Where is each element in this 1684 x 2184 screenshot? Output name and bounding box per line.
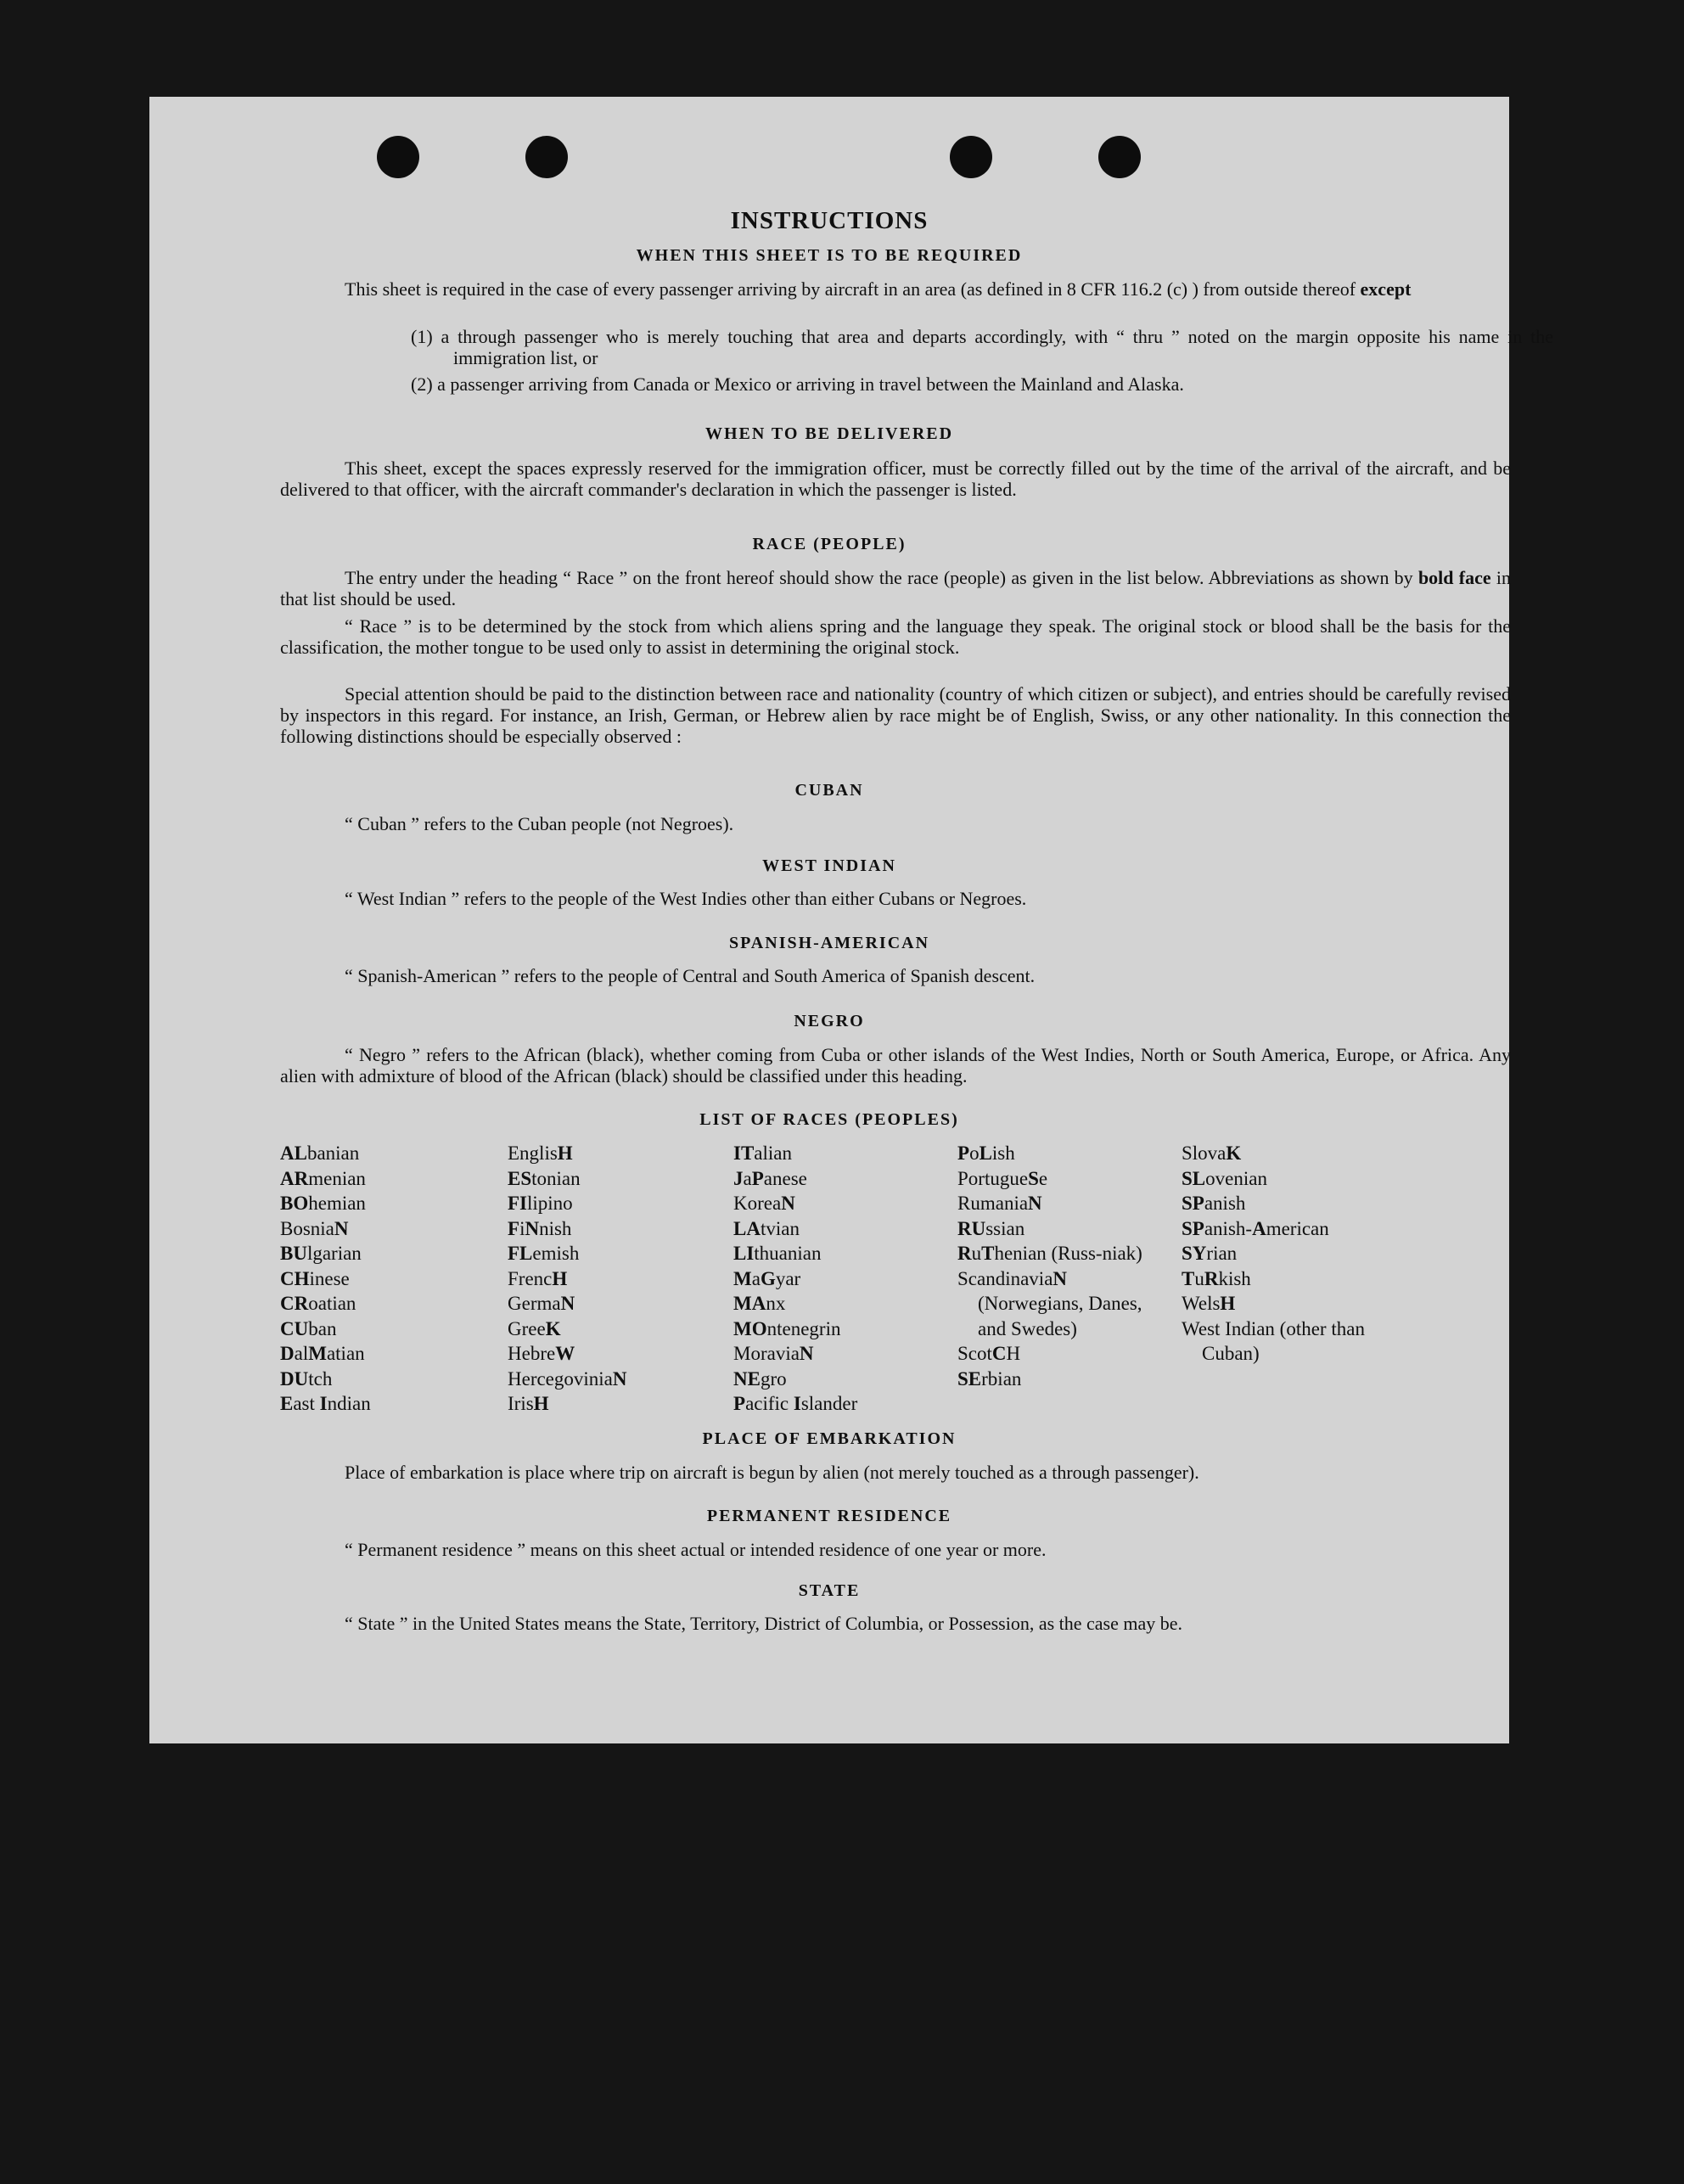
race-entry — [280, 1241, 484, 1266]
race-entry — [1182, 1241, 1385, 1266]
race-abbrev: W — [555, 1343, 575, 1364]
instruction-sheet — [149, 97, 1553, 1743]
race-abbrev: T — [981, 1243, 995, 1264]
race-text: nx — [766, 1293, 786, 1314]
punch-hole — [1098, 136, 1141, 178]
race-text: Frenc — [508, 1267, 553, 1289]
race-entry — [1182, 1166, 1385, 1192]
race-text: West Indian (other than Cuban) — [1182, 1317, 1365, 1364]
race-text: hemian — [308, 1193, 366, 1214]
race-text: a — [743, 1167, 752, 1189]
race-abbrev: I — [793, 1393, 801, 1414]
heading-west-indian: WEST INDIAN — [762, 856, 896, 875]
race-entry — [957, 1367, 1161, 1392]
race-entry — [957, 1241, 1161, 1266]
cuban-text: “ Cuban ” refers to the Cuban people (not Negroes). — [345, 813, 734, 834]
race-text: slander — [800, 1393, 858, 1414]
race-entry — [733, 1141, 937, 1166]
race-entry — [280, 1367, 484, 1392]
race-text: oatian — [308, 1293, 356, 1314]
race-text: merican — [1266, 1217, 1329, 1239]
page-title: INSTRUCTIONS — [730, 207, 929, 234]
heading-race: RACE (PEOPLE) — [752, 535, 907, 553]
race-entry — [508, 1241, 711, 1266]
heading-when-required: WHEN THIS SHEET IS TO BE REQUIRED — [636, 246, 1023, 265]
race-entry — [508, 1317, 711, 1342]
race-text: H — [1006, 1343, 1021, 1364]
race-paragraph-2: “ Race ” is to be determined by the stock from which aliens spring and the language they speak. The original stock or blood shall be the basis for the classification, the mother tongue to be used only to assist in determining the original stock. — [280, 615, 1511, 658]
race-abbrev: P — [751, 1167, 764, 1189]
race-abbrev: NE — [733, 1367, 761, 1390]
race-abbrev: N — [1052, 1267, 1068, 1289]
race-entry — [733, 1367, 937, 1392]
race-text: thuanian — [754, 1243, 822, 1264]
exception-2: (2) a passenger arriving from Canada or Mexico or arriving in travel between the Mainland and Alaska. — [411, 373, 1184, 395]
race-abbrev: RU — [957, 1217, 986, 1239]
race-text: Scot — [957, 1343, 992, 1364]
heading-cuban: CUBAN — [794, 781, 864, 800]
races-column — [508, 1141, 711, 1417]
race-abbrev: LI — [733, 1243, 755, 1264]
heading-negro: NEGRO — [794, 1012, 865, 1030]
race-entry — [957, 1341, 1161, 1367]
race-entry — [280, 1341, 484, 1367]
race-abbrev: N — [799, 1343, 814, 1364]
race-text: ndian — [327, 1393, 371, 1414]
race-text: Slova — [1182, 1143, 1227, 1164]
race-abbrev: M — [308, 1343, 327, 1364]
race-text: i — [519, 1217, 525, 1239]
race-text: tch — [308, 1367, 333, 1390]
race-text: Bosnia — [280, 1217, 334, 1239]
race-abbrev: F — [508, 1217, 520, 1239]
race-abbrev: M — [733, 1267, 752, 1289]
exception-1: (1) a through passenger who is merely touching that area and departs accordingly, with “ thru ” noted on the margin opposite his name in the immigration list, or — [411, 326, 1553, 368]
race-entry — [1182, 1266, 1385, 1292]
race-text: atian — [326, 1343, 365, 1364]
race-entry — [1182, 1317, 1385, 1367]
race-entry — [733, 1191, 937, 1216]
race-abbrev: H — [552, 1267, 568, 1289]
race-entry — [508, 1141, 711, 1166]
race-entry — [280, 1391, 484, 1417]
race-abbrev: N — [525, 1217, 540, 1239]
race-text: Iris — [508, 1393, 534, 1414]
race-abbrev: J — [733, 1167, 744, 1189]
race-text: Englis — [508, 1143, 558, 1164]
heading-list-of-races: LIST OF RACES (PEOPLES) — [699, 1110, 959, 1129]
race-entry — [508, 1191, 711, 1216]
punch-hole — [950, 136, 992, 178]
race-text: gro — [760, 1367, 787, 1390]
race-text: a — [751, 1267, 761, 1289]
race-entry — [957, 1266, 1161, 1342]
race-text: nish — [539, 1217, 572, 1239]
negro-text: “ Negro ” refers to the African (black), whether coming from Cuba or other islands of the West Indies, North or South America, Europe, or Africa. Any alien with admixture of blood of the African (black) should be classified under this heading. — [280, 1044, 1511, 1086]
race-text: Germa — [508, 1293, 561, 1314]
race-abbrev: AL — [280, 1143, 307, 1164]
punch-hole — [525, 136, 568, 178]
race-abbrev: H — [533, 1393, 549, 1414]
race-entry — [733, 1166, 937, 1192]
race-entry — [957, 1141, 1161, 1166]
heading-permanent-residence: PERMANENT RESIDENCE — [706, 1507, 952, 1525]
race-text: menian — [308, 1167, 366, 1189]
race-abbrev: R — [1204, 1267, 1219, 1289]
race-text: ast — [293, 1393, 320, 1414]
race-abbrev: CH — [280, 1267, 310, 1289]
race-entry — [957, 1166, 1161, 1192]
race-text: ban — [308, 1317, 337, 1339]
race-text: Hercegovinia — [508, 1367, 613, 1390]
race-abbrev: SP — [1182, 1217, 1204, 1239]
race-text: anish — [1204, 1193, 1246, 1214]
race-paragraph-3: Special attention should be paid to the distinction between race and nationality (country of which citizen or subject), and entries should be carefully revised by inspectors in this regard. For instance, an Irish, German, or Hebrew alien by race might be of English, Swiss, or any other nationality. In this connection the following distinctions should be especially observed : — [280, 683, 1511, 747]
race-abbrev: BO — [280, 1193, 309, 1214]
race-entry — [1182, 1141, 1385, 1166]
race-paragraph-1: The entry under the heading “ Race ” on the front hereof should show the race (people) as given in the list below. Abbreviations as shown by bold face in that list should be used. — [280, 567, 1511, 609]
race-entry — [280, 1266, 484, 1292]
race-abbrev: MO — [733, 1317, 767, 1339]
races-column — [1182, 1141, 1385, 1367]
embarkation-text: Place of embarkation is place where trip on aircraft is begun by alien (not merely touched as a through passenger). — [345, 1462, 1199, 1483]
race-entry — [508, 1216, 711, 1242]
race-abbrev: S — [1028, 1167, 1039, 1189]
race-entry — [733, 1341, 937, 1367]
race-text: ssian — [985, 1217, 1025, 1239]
race-entry — [280, 1291, 484, 1317]
race-text: Rumania — [957, 1193, 1029, 1214]
race-text: ish — [991, 1143, 1015, 1164]
race-text: o — [969, 1143, 980, 1164]
race-text: inese — [309, 1267, 350, 1289]
race-text: Hebre — [508, 1343, 556, 1364]
race-entry — [508, 1266, 711, 1292]
races-column — [733, 1141, 937, 1417]
race-text: anese — [763, 1167, 807, 1189]
west-indian-text: “ West Indian ” refers to the people of the West Indies other than either Cubans or Negroes. — [345, 888, 1027, 909]
heading-spanish-american: SPANISH-AMERICAN — [728, 934, 930, 952]
race-text: acific — [745, 1393, 794, 1414]
race-entry — [280, 1216, 484, 1242]
race-entry — [733, 1216, 937, 1242]
permanent-residence-text: “ Permanent residence ” means on this sheet actual or intended residence of one year or more. — [345, 1539, 1047, 1560]
race-entry — [733, 1291, 937, 1317]
race-entry — [280, 1141, 484, 1166]
race-abbrev: E — [280, 1393, 294, 1414]
race-entry — [508, 1341, 711, 1367]
race-text: ovenian — [1205, 1167, 1267, 1189]
race-text: Gree — [508, 1317, 546, 1339]
race-text: alian — [754, 1143, 792, 1164]
race-entry — [733, 1317, 937, 1342]
race-abbrev: G — [760, 1267, 776, 1289]
race-text: banian — [306, 1143, 360, 1164]
spanish-american-text: “ Spanish-American ” refers to the people of Central and South America of Spanish descent. — [345, 965, 1036, 986]
race-abbrev: N — [1028, 1193, 1042, 1214]
heading-embarkation: PLACE OF EMBARKATION — [702, 1429, 957, 1448]
race-text: Wels — [1182, 1293, 1221, 1314]
race-text: e — [1038, 1167, 1048, 1189]
race-text: u — [1194, 1267, 1204, 1289]
race-entry — [1182, 1216, 1385, 1242]
race-text: u — [971, 1243, 982, 1264]
race-abbrev: R — [957, 1243, 972, 1264]
race-abbrev: K — [1226, 1143, 1242, 1164]
race-abbrev: SP — [1182, 1193, 1204, 1214]
race-abbrev: BU — [280, 1243, 307, 1264]
race-text: tonian — [531, 1167, 581, 1189]
race-entry — [957, 1216, 1161, 1242]
race-abbrev: N — [612, 1367, 627, 1390]
race-entry — [508, 1367, 711, 1392]
race-abbrev: FI — [508, 1193, 527, 1214]
race-entry — [733, 1241, 937, 1266]
race-text: rian — [1206, 1243, 1238, 1264]
race-abbrev: N — [334, 1217, 349, 1239]
races-column — [957, 1141, 1161, 1391]
race-text: anish- — [1204, 1217, 1253, 1239]
race-text: ntenegrin — [766, 1317, 841, 1339]
race-entry — [733, 1266, 937, 1292]
race-entry — [1182, 1191, 1385, 1216]
race-entry — [508, 1166, 711, 1192]
race-entry — [733, 1391, 937, 1417]
race-abbrev: SY — [1182, 1243, 1207, 1264]
race-abbrev: AR — [280, 1167, 309, 1189]
race-text: rbian — [981, 1367, 1022, 1390]
race-abbrev: H — [557, 1143, 573, 1164]
race-abbrev: FL — [508, 1243, 533, 1264]
race-abbrev: K — [545, 1317, 561, 1339]
race-text: Scandinavia — [957, 1267, 1053, 1289]
race-abbrev: T — [1182, 1267, 1195, 1289]
when-required-intro: This sheet is required in the case of every passenger arriving by aircraft in an area (as defined in 8 CFR 116.2 (c) ) from outside thereof except — [345, 278, 1412, 300]
race-abbrev: DU — [280, 1367, 309, 1390]
punch-hole — [377, 136, 419, 178]
race-abbrev: N — [781, 1193, 795, 1214]
race-entry — [957, 1191, 1161, 1216]
race-text: tvian — [760, 1217, 800, 1239]
race-abbrev: H — [1220, 1293, 1236, 1314]
race-text: Korea — [733, 1193, 782, 1214]
race-abbrev: LA — [733, 1217, 761, 1239]
race-text: al — [294, 1343, 309, 1364]
race-entry — [280, 1317, 484, 1342]
race-entry — [508, 1391, 711, 1417]
race-abbrev: CR — [280, 1293, 309, 1314]
heading-state: STATE — [798, 1581, 861, 1600]
race-abbrev: MA — [733, 1293, 766, 1314]
race-text: kish — [1218, 1267, 1251, 1289]
race-text: emish — [532, 1243, 580, 1264]
race-entry — [508, 1291, 711, 1317]
race-abbrev: L — [979, 1143, 992, 1164]
race-text: lipino — [527, 1193, 573, 1214]
heading-when-delivered: WHEN TO BE DELIVERED — [704, 424, 954, 443]
race-entry — [280, 1191, 484, 1216]
race-text: lgarian — [306, 1243, 362, 1264]
race-abbrev: CU — [280, 1317, 309, 1339]
race-abbrev: SL — [1182, 1167, 1206, 1189]
races-column — [280, 1141, 484, 1417]
race-abbrev: P — [957, 1143, 970, 1164]
race-abbrev: I — [319, 1393, 328, 1414]
state-text: “ State ” in the United States means the State, Territory, District of Columbia, or Possession, as the case may be. — [345, 1613, 1183, 1634]
race-text: henian (Russ-niak) — [994, 1243, 1142, 1264]
race-abbrev: IT — [733, 1143, 755, 1164]
when-delivered-text: This sheet, except the spaces expressly reserved for the immigration officer, must be correctly filled out by the time of the arrival of the aircraft, and be delivered to that officer, with the aircraft commander's declaration in which the passenger is listed. — [280, 458, 1511, 500]
race-abbrev: D — [280, 1343, 295, 1364]
race-abbrev: ES — [508, 1167, 532, 1189]
race-abbrev: SE — [957, 1367, 982, 1390]
race-entry — [280, 1166, 484, 1192]
race-text: Portugue — [957, 1167, 1029, 1189]
race-abbrev: N — [560, 1293, 575, 1314]
race-abbrev: P — [733, 1393, 746, 1414]
race-text: (Norwegians, Danes, and Swedes) — [978, 1293, 1142, 1339]
race-abbrev: A — [1252, 1217, 1266, 1239]
race-entry — [1182, 1291, 1385, 1317]
race-abbrev: C — [991, 1343, 1007, 1364]
race-text: Moravia — [733, 1343, 800, 1364]
race-text: yar — [775, 1267, 801, 1289]
